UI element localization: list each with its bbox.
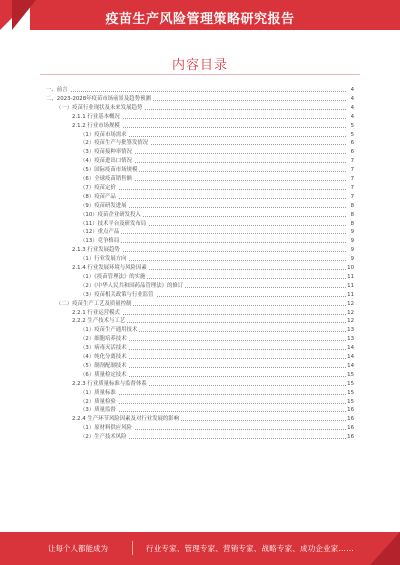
toc-page-number: 6 xyxy=(346,148,354,156)
toc-entry-label: （3）质量监督 xyxy=(80,407,116,414)
page-header xyxy=(0,0,400,34)
toc-page-number: 7 xyxy=(346,193,354,201)
toc-page-number: 12 xyxy=(347,318,354,325)
footer-accent xyxy=(370,532,400,565)
toc-leader-dots xyxy=(80,394,346,395)
toc-entry-label: （7）疫苗定价 xyxy=(80,184,116,191)
toc-page-number: 7 xyxy=(346,175,354,183)
toc-heading: 内容目录 xyxy=(171,58,228,73)
toc-entry-label: （4）疫苗进出口情况 xyxy=(80,158,132,165)
page-footer xyxy=(0,532,400,565)
toc-page-number: 7 xyxy=(346,166,354,174)
toc-entry-label: （2）质量检验 xyxy=(80,398,116,405)
toc-page-number: 5 xyxy=(346,122,354,130)
toc-entry-label: 2.1.1 行业基本概况 xyxy=(72,113,120,120)
toc-entry[interactable] xyxy=(0,371,400,379)
toc-entry-label: （3）病毒灭活技术 xyxy=(80,345,127,352)
toc-page-number: 11 xyxy=(347,273,354,280)
toc-page-number: 15 xyxy=(347,371,354,378)
toc-divider xyxy=(40,74,360,75)
toc-entry[interactable] xyxy=(0,148,400,156)
toc-entry[interactable] xyxy=(0,344,400,352)
footer-slogan: 让每个人都能成为 xyxy=(48,544,108,553)
toc-page-number: 9 xyxy=(346,246,354,254)
toc-page-number: 9 xyxy=(346,237,354,245)
toc-page-number: 13 xyxy=(347,336,354,343)
toc-page-number: 6 xyxy=(346,139,354,147)
toc-entry[interactable] xyxy=(0,406,400,414)
toc-entry-label: 2.2.2 生产技术与工艺 xyxy=(72,318,126,325)
toc-entry-label: （1）质量标准 xyxy=(80,389,116,396)
toc-entry[interactable] xyxy=(0,291,400,299)
toc-page-number: 7 xyxy=(346,184,354,192)
toc-entry-label: （1）《疫苗管理法》的实施 xyxy=(80,273,146,280)
toc-page-number: 15 xyxy=(347,398,354,405)
toc-entry-label: 2.1.2 行业市场规模 xyxy=(72,122,120,129)
toc-entry[interactable] xyxy=(0,95,400,103)
toc-entry-label: （13）竞争格局 xyxy=(80,238,120,245)
toc-entry[interactable] xyxy=(0,255,400,263)
toc-page-number: 7 xyxy=(346,157,354,165)
toc-entry[interactable] xyxy=(0,398,400,406)
toc-entry[interactable] xyxy=(0,220,400,228)
toc-page-number: 11 xyxy=(347,291,354,298)
toc-entry-label: （二）疫苗生产工艺及质量控制 xyxy=(56,300,132,307)
toc-entry[interactable] xyxy=(0,433,400,441)
toc-entry[interactable] xyxy=(0,273,400,281)
toc-entry-label: （2）《中华人民共和国药品管理法》的修订 xyxy=(80,282,184,289)
toc-entry-label: （5）制剂配制技术 xyxy=(80,362,127,369)
toc-page-number: 4 xyxy=(346,86,354,94)
report-title: 疫苗生产风险管理策略研究报告 xyxy=(105,12,295,27)
toc-entry[interactable] xyxy=(0,166,400,174)
toc-entry-label: （3）疫苗相关政策与行业监管 xyxy=(80,291,154,298)
toc-entry[interactable] xyxy=(0,122,400,130)
toc-entry[interactable] xyxy=(0,113,400,121)
toc-entry[interactable] xyxy=(0,211,400,219)
toc-entry-label: （9）疫苗研发进展 xyxy=(80,202,127,209)
toc-entry-label: 2.1.4 行业发展环境与风险因素 xyxy=(72,265,147,271)
toc-page-number: 11 xyxy=(347,282,354,289)
toc-entry-label: （1）疫苗生产通用技术 xyxy=(80,327,138,334)
toc-page-number: 13 xyxy=(347,327,354,334)
toc-entry[interactable] xyxy=(0,184,400,192)
toc-page-number: 15 xyxy=(347,380,354,387)
toc-page-number: 14 xyxy=(347,345,354,352)
footer-separator xyxy=(132,541,133,555)
toc-entry-label: （一）疫苗行业现状及未来发展趋势 xyxy=(56,104,143,111)
toc-page-number: 14 xyxy=(347,354,354,360)
toc-entry-label: （4）纯化分离技术 xyxy=(80,354,127,360)
toc-entry-label: （2）生产技术风险 xyxy=(80,434,127,441)
toc-entry[interactable] xyxy=(0,264,400,272)
toc-entry[interactable] xyxy=(0,353,400,361)
toc-entry[interactable] xyxy=(0,139,400,147)
toc-page-number: 16 xyxy=(347,416,354,423)
toc-page-number: 10 xyxy=(347,265,354,271)
toc-page-number: 4 xyxy=(346,113,354,121)
toc-entry-label: （1）行业发展方向 xyxy=(80,256,127,263)
toc-leader-dots xyxy=(80,198,346,199)
toc-entry[interactable] xyxy=(0,175,400,183)
toc-page-number: 16 xyxy=(347,434,354,441)
toc-leader-dots xyxy=(80,403,346,404)
toc-entry-label: （12）重点产品 xyxy=(80,229,120,236)
toc-entry-label: （5）国际疫苗市场规模 xyxy=(80,167,138,174)
toc-entry[interactable] xyxy=(0,131,400,139)
toc-page-number: 16 xyxy=(347,425,354,432)
toc-leader-dots xyxy=(80,411,346,412)
toc-entry-label: 2.1.3 行业发展趋势 xyxy=(72,247,120,254)
toc-page-number: 4 xyxy=(346,95,354,103)
toc-entry[interactable] xyxy=(0,380,400,388)
toc-page-number: 8 xyxy=(346,211,354,219)
toc-page-number: 9 xyxy=(346,228,354,236)
toc-page-number: 14 xyxy=(347,362,354,369)
toc-entry-label: （6）全球疫苗销售额 xyxy=(80,176,132,182)
toc-entry[interactable] xyxy=(0,300,400,308)
toc-page-number: 8 xyxy=(346,220,354,228)
toc-entry-label: （3）疫苗接种率情况 xyxy=(80,149,132,156)
toc-entry[interactable] xyxy=(0,326,400,334)
toc-entry[interactable] xyxy=(0,193,400,201)
toc-entry[interactable] xyxy=(0,335,400,343)
toc-entry[interactable] xyxy=(0,202,400,210)
toc-entry[interactable] xyxy=(0,282,400,290)
toc-entry[interactable] xyxy=(0,389,400,397)
toc-leader-dots xyxy=(46,91,346,92)
toc-entry-label: （1）原材料供应风险 xyxy=(80,425,132,432)
toc-entry[interactable] xyxy=(0,317,400,325)
toc-entry[interactable] xyxy=(0,362,400,370)
toc-entry-label: 2.2.1 行业运营模式 xyxy=(72,309,120,316)
toc-entry-label: （10）疫苗企业研发投入 xyxy=(80,211,141,218)
toc-entry-label: （2）疫苗生产与批签发情况 xyxy=(80,140,149,147)
toc-page-number: 9 xyxy=(346,255,354,263)
toc-entry-label: （6）质量检定技术 xyxy=(80,371,127,378)
toc-entry[interactable] xyxy=(0,415,400,423)
toc-entry-label: （2）细胞培养技术 xyxy=(80,336,127,343)
toc-page-number: 8 xyxy=(346,202,354,210)
toc-entry[interactable] xyxy=(0,246,400,254)
toc-entry[interactable] xyxy=(0,424,400,432)
toc-entry-label: （11）技术平台及研发布局 xyxy=(80,220,147,227)
toc-entry-label: 2.2.3 行业质量标准与监督体系 xyxy=(72,380,147,387)
toc-page-number: 12 xyxy=(347,300,354,307)
toc-entry-label: （1）疫苗市场需求 xyxy=(80,131,127,138)
toc-page-number: 12 xyxy=(347,309,354,316)
toc-entry[interactable] xyxy=(0,237,400,245)
toc-entry[interactable] xyxy=(0,86,400,94)
toc-page-number: 15 xyxy=(347,389,354,396)
toc-page-number: 16 xyxy=(347,407,354,414)
toc-entry[interactable] xyxy=(0,228,400,236)
toc-page-number: 5 xyxy=(346,131,354,139)
toc-entry-label: 一、前言 xyxy=(46,87,68,93)
toc-entry-label: （8）疫苗产品 xyxy=(80,193,116,200)
toc-entry-label: 2.2.4 生产环节风险因素及对行业发展的影响 xyxy=(72,416,180,423)
toc-entry[interactable] xyxy=(0,104,400,112)
toc-leader-dots xyxy=(80,189,346,190)
footer-roles: 行业专家、管理专家、营销专家、战略专家、成功企业家…… xyxy=(146,544,354,553)
toc-page-number: 4 xyxy=(346,104,354,112)
toc-entry-label: 二、2023-2028年疫苗市场前景及趋势预测 xyxy=(46,95,151,102)
toc-entry[interactable] xyxy=(0,309,400,317)
toc-entry[interactable] xyxy=(0,157,400,165)
